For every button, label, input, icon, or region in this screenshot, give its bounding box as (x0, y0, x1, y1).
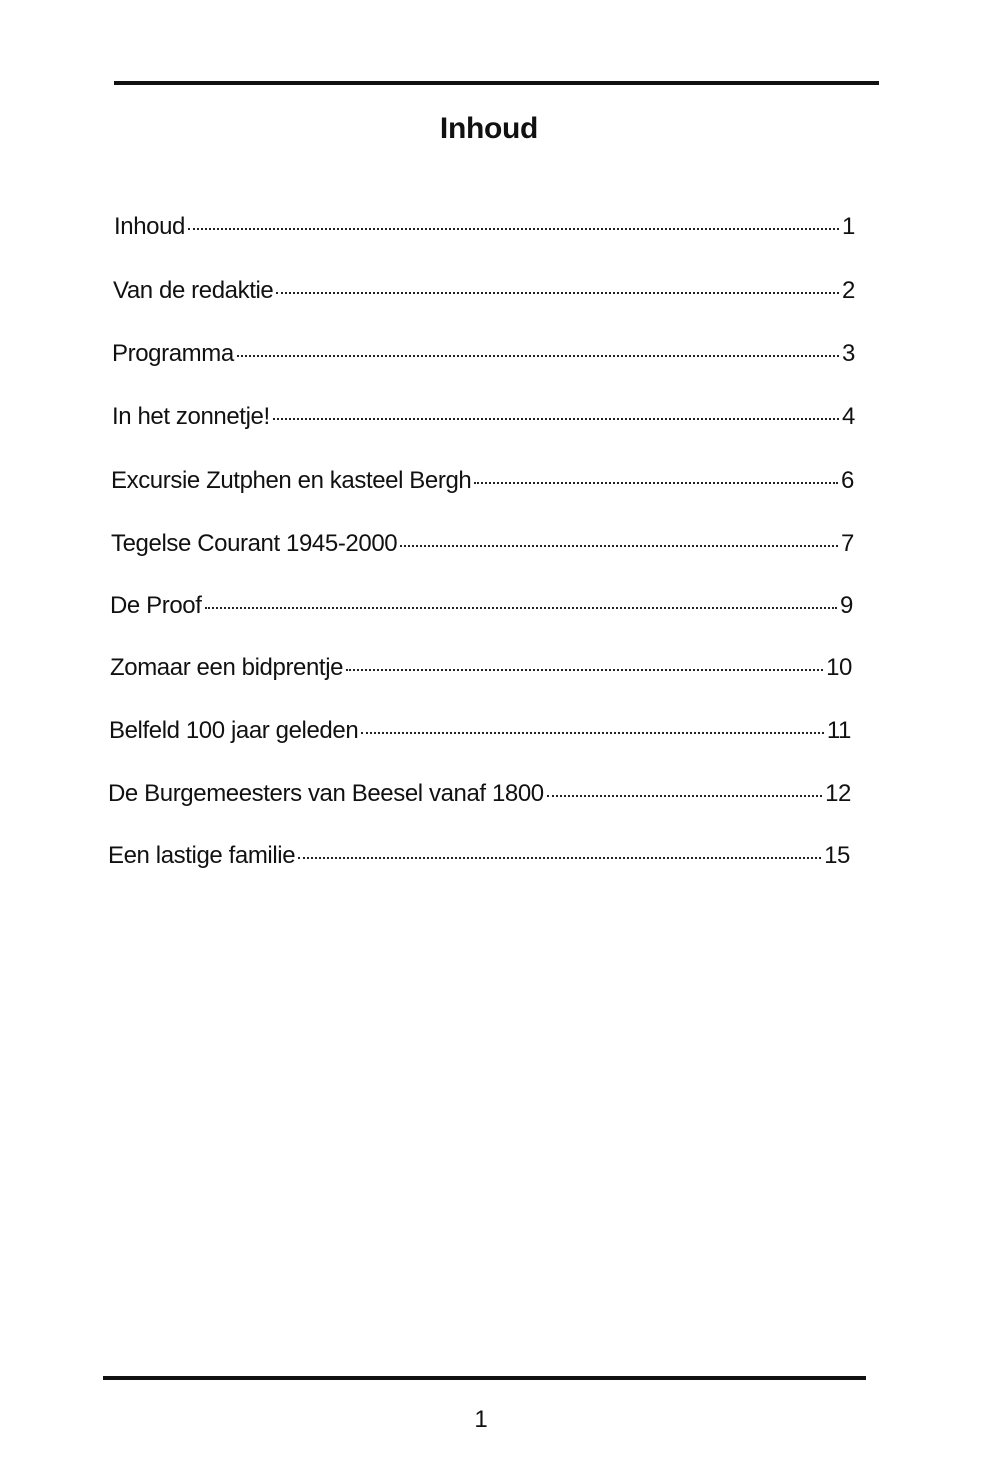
toc-entry-title: Belfeld 100 jaar geleden (109, 717, 359, 744)
toc-entry-page: 3 (842, 340, 855, 367)
toc-entry[interactable] (112, 402, 855, 432)
toc-entry-title: Zomaar een bidprentje (110, 654, 344, 681)
toc-entry[interactable] (108, 779, 851, 809)
toc-entry-page: 10 (826, 654, 852, 681)
toc-entry-title: Van de redaktie (113, 277, 274, 304)
toc-entry-page: 1 (842, 213, 855, 240)
toc-entry-page: 2 (842, 277, 855, 304)
toc-entry[interactable] (108, 841, 850, 871)
dot-leader (474, 482, 838, 484)
toc-entry-page: 11 (826, 717, 851, 744)
toc-entry-title: De Burgemeesters van Beesel vanaf 1800 (108, 780, 544, 807)
toc-entry-page: 15 (824, 842, 850, 869)
dot-leader (400, 545, 838, 547)
toc-entry-title: Programma (112, 340, 234, 367)
dot-leader (273, 418, 839, 420)
dot-leader (346, 669, 823, 671)
toc-entry-title: Tegelse Courant 1945-2000 (111, 530, 398, 557)
toc-entry-title: In het zonnetje! (112, 403, 270, 430)
toc-entry-page: 6 (841, 467, 854, 494)
toc-entry[interactable] (111, 529, 854, 559)
page-title: Inhoud (439, 112, 539, 145)
toc-entry-page: 7 (841, 530, 854, 557)
dot-leader (276, 292, 839, 294)
toc-entry-title: Inhoud (114, 213, 186, 240)
dot-leader (205, 607, 838, 609)
toc-entry[interactable] (114, 212, 855, 242)
toc-entry-page: 12 (825, 780, 851, 807)
toc-entry[interactable] (112, 339, 855, 369)
dot-leader (547, 795, 822, 797)
toc-entry[interactable] (109, 716, 851, 746)
toc-entry-title: De Proof (110, 592, 202, 619)
dot-leader (188, 228, 839, 230)
dot-leader (298, 857, 821, 859)
toc-entry[interactable] (113, 276, 855, 306)
toc-entry-page: 9 (840, 592, 853, 619)
page-number: 1 (474, 1406, 488, 1433)
toc-entry-title: Een lastige familie (108, 842, 296, 869)
toc-entry-title: Excursie Zutphen en kasteel Bergh (111, 467, 472, 494)
toc-entry[interactable] (110, 591, 853, 621)
bottom-rule (103, 1376, 866, 1380)
toc-entry[interactable] (110, 653, 852, 683)
toc-entry-page: 4 (842, 403, 855, 430)
toc-entry[interactable] (111, 466, 854, 496)
dot-leader (361, 732, 824, 734)
dot-leader (237, 355, 839, 357)
